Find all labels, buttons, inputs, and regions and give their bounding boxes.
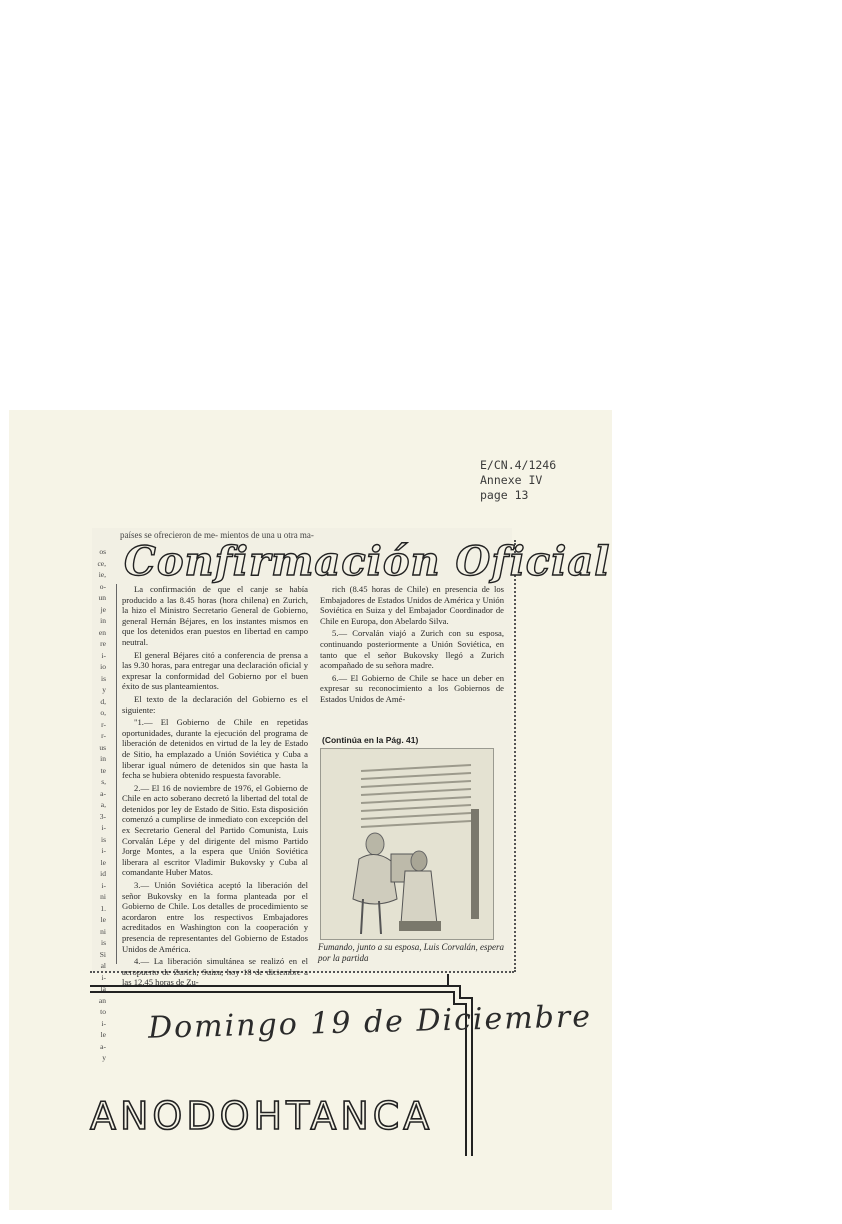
article-headline: Confirmación Oficial xyxy=(124,538,611,585)
left-fragment: is xyxy=(100,938,106,947)
left-fragment: is xyxy=(100,673,106,683)
left-fragment: s, xyxy=(101,777,106,786)
article-paragraph: El texto de la declaración del Gobierno es el siguiente: xyxy=(122,693,308,715)
left-fragment: te xyxy=(100,765,106,775)
cut-off-top-line: países se ofrecieron de me- mientos de una u otra ma- xyxy=(120,530,314,540)
left-fragment: i- xyxy=(101,823,106,832)
left-fragment: ce, xyxy=(97,558,106,568)
left-fragment: id xyxy=(100,869,106,878)
left-fragment: is xyxy=(100,834,106,844)
left-fragment: un xyxy=(98,593,106,602)
left-fragment: le xyxy=(100,857,106,867)
left-fragment: ni xyxy=(100,926,106,936)
left-fragment: in xyxy=(100,754,106,763)
newspaper-masthead: ANODOHTANCA xyxy=(90,1094,434,1138)
left-fragment: i- xyxy=(101,1018,106,1028)
left-fragment: i- xyxy=(101,846,106,855)
clipping-border-right xyxy=(510,540,516,972)
left-fragment: le xyxy=(100,915,106,924)
article-paragraph: 5.— Corvalán viajó a Zurich con su esposa, continuando posteriormente a Unión Soviética, en tanto que el señor Bukovsky llegó a Zurich acompañado de su señora madre. xyxy=(320,628,504,671)
left-fragment: ni xyxy=(100,892,106,901)
article-paragraph: rich (8.45 horas de Chile) en presencia de los Embajadores de Estados Unidos de América y Unión Soviética en Suiza y del Embajador Coordinador de Chile en Europa, don Abelardo Silva. xyxy=(320,584,504,626)
left-fragment: a- xyxy=(100,1041,106,1051)
photo-caption: Fumando, junto a su esposa, Luis Corvalán, espera por la partida xyxy=(318,942,505,963)
left-fragment: a- xyxy=(100,788,106,798)
left-fragment: os xyxy=(99,547,106,556)
left-fragment: re xyxy=(100,639,106,648)
article-paragraph: 6.— El Gobierno de Chile se hace un deber en expresar su reconocimiento a los Gobiernos de Estados Unidos de Amé- xyxy=(320,672,504,704)
article-paragraph: 2.— El 16 de noviembre de 1976, el Gobierno de Chile en acto soberano decretó la libertad del total de detenidos por ley de Estado de Sitio. Esta disposición comenzó a cumplirse de inmediato con excepción del ex Secretario General del Partido Comunista, Luis Corvalán Lépe y del dirigente del mismo Partido Jorge Montes, a la espera que Unión Soviética liberara al escritor Vladimir Bukovsky y Cuba al comandante Huber Matos. xyxy=(122,782,308,878)
left-fragment: i- xyxy=(101,880,106,890)
left-fragment: io xyxy=(100,662,106,671)
left-fragment: y xyxy=(102,685,106,694)
left-fragment: al xyxy=(100,961,106,970)
left-fragment: Si xyxy=(99,949,106,959)
page-label: page 13 xyxy=(480,488,529,502)
article-paragraph: El general Béjares citó a conferencia de prensa a las 9.30 horas, para entregar una declaración oficial y expresar la conformidad del Gobierno por el buen éxito de sus planteamientos. xyxy=(122,649,308,692)
handwritten-date: Domingo 19 de Diciembre xyxy=(147,999,593,1046)
left-fragment: us xyxy=(99,742,106,752)
left-fragment: je xyxy=(100,604,106,614)
left-fragment: ie, xyxy=(98,570,106,579)
left-fragment: 1. xyxy=(100,903,106,913)
photo-illustration xyxy=(321,749,493,939)
article-column-1 xyxy=(122,584,308,988)
left-fragment: o, xyxy=(100,708,106,717)
left-fragment: d, xyxy=(100,696,106,706)
left-fragment: la xyxy=(100,984,106,993)
document-reference xyxy=(480,458,556,503)
annex-label: Annexe IV xyxy=(480,473,543,487)
left-fragment: i- xyxy=(101,650,106,660)
left-fragment: an xyxy=(98,995,106,1005)
news-photo xyxy=(320,748,494,940)
article-paragraph: La confirmación de que el canje se había producido a las 8.45 horas (hora chilena) en Zurich, la hizo el Ministro Secretario General de Gobierno, general Hernán Béjares, en los instantes mismos en que los detenidos eran puestos en libertad en campo neutral. xyxy=(122,584,308,647)
left-fragment: in xyxy=(100,616,106,625)
left-fragment: 3- xyxy=(99,811,106,821)
article-column-2 xyxy=(320,584,504,754)
left-fragment: y xyxy=(102,1053,106,1062)
left-fragment: i- xyxy=(101,972,106,982)
article-paragraph: 3.— Unión Soviética aceptó la liberación del señor Bukovsky en la forma planteada por el Gobierno de Chile. Los detalles de procedimiento se acordaron entre los respectivos Embajadores acreditados en Washington con la cooperación y presencia de representantes del Gobierno de Estados Unidos de América. xyxy=(122,880,308,954)
left-fragment: en xyxy=(98,627,106,637)
document-symbol: E/CN.4/1246 xyxy=(480,458,557,472)
left-fragment: a, xyxy=(100,800,106,809)
left-fragment: to xyxy=(100,1007,106,1016)
column-rule xyxy=(116,584,117,964)
left-fragment: r- xyxy=(101,731,106,740)
article-paragraph: 4.— La liberación simultánea se realizó en el aeropuerto de Zurich, Suiza, hoy 18 de diciembre a las 12.45 horas de Zu- xyxy=(122,956,308,988)
left-fragment: le xyxy=(100,1030,106,1039)
continued-note: (Continúa en la Pág. 41) xyxy=(322,735,419,745)
left-fragment: o- xyxy=(99,581,106,591)
left-fragment: r- xyxy=(101,719,106,729)
article-paragraph: "1.— El Gobierno de Chile en repetidas oportunidades, durante la ejecución del programa de liberación de detenidos en virtud de la ley de Estado de Sitio, ha emplazado a Unión Soviética y Cuba a liberar igual número de detenidos sin que hasta la fecha se hubiera obtenido respuesta favorable. xyxy=(122,717,308,781)
